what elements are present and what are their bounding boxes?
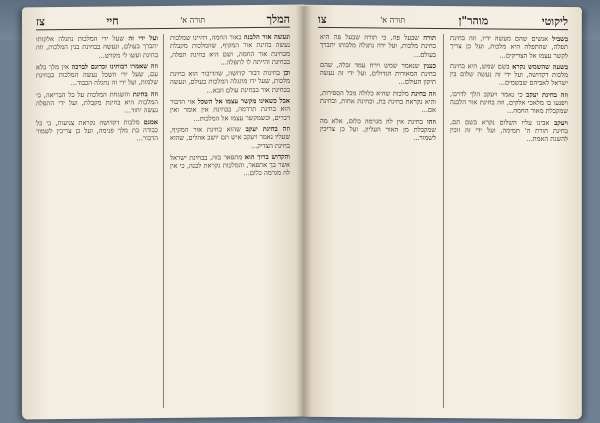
left-column-divider: [163, 34, 164, 408]
left-page-column-left: [36, 34, 158, 409]
paragraph: [36, 62, 158, 88]
paragraph: [450, 118, 568, 144]
paragraph-lead: ועל ידי זה: [128, 34, 158, 43]
right-page-header-title-main: מוהר"ן: [458, 13, 489, 27]
paragraph-lead: בשביל: [552, 34, 568, 44]
paragraph: [170, 125, 290, 151]
right-page-number: צו: [318, 12, 327, 26]
left-page-column-right: [170, 33, 290, 408]
paragraph-text: אין מלך בלא עם, שעל ידי השכל נעשה המלכות בבחינת שלמות, ועל ידי זה נתגלה הכבוד...: [36, 62, 158, 88]
paragraph-lead: תורה: [423, 33, 436, 42]
paragraph-lead: וזהו: [426, 117, 436, 126]
paragraph-lead: והקדוש ברוך הוא: [244, 152, 290, 162]
paragraph: [450, 90, 568, 116]
right-column-divider: [443, 34, 444, 408]
paragraph-text: כי נאמר ויעקב הלך לדרכו, ויפגעו בו מלאכי אלקים, וזה בחינת אור הלבנה שמקבלת מאור החמה...: [450, 89, 568, 116]
paragraph: [450, 34, 568, 60]
paragraph-text: שבעל פה, כי תורה שבעל פה היא בחינת מלכות, ועל ידה נתגלה מלכותו יתברך בעולם...: [320, 32, 436, 59]
paragraph: [320, 33, 436, 59]
paragraph-text: שהוא בחינת אור המקיף, שעליו נאמר ויעקב איש תם יושב אהלים, שהוא בחינת הצדיק...: [170, 125, 290, 150]
paragraph-lead: וזה בחינת יעקב: [245, 124, 290, 134]
paragraph-lead: וזה בחינת יעקב: [526, 90, 568, 99]
right-page-column-left: [320, 33, 436, 408]
paragraph-lead: אמנם: [143, 117, 158, 126]
paragraph-lead: בשעה שהשמש נקרא: [512, 62, 568, 71]
paragraph-lead: ויעקב: [554, 118, 568, 127]
paragraph: [170, 97, 290, 123]
paragraph-lead: ונעשה אור הלבנה: [243, 32, 290, 42]
paragraph: [36, 34, 158, 60]
paragraph: [36, 118, 158, 144]
paragraph: [36, 90, 158, 116]
paragraph-lead: וזה בחינת: [411, 89, 436, 98]
open-book: [22, 6, 582, 420]
paragraph-text: כאור החמה, דהיינו שמלכות נעשה בחינת אור המקיף, שהמלכות מקבלת מבחינת אור החמה, ושם היא בחינת תפלה, בבחינת והייתה לו לתפלה...: [170, 33, 290, 67]
right-page: [304, 5, 582, 419]
paragraph-lead: אבל כשאינו מקשר עצמו אל השכל: [197, 96, 290, 106]
paragraph-text: בשם שמש, היא בחינת מלכות דקדושה, ועל ידי זה נעשה שלום בין ישראל לאביהם שבשמים...: [450, 61, 568, 88]
paragraph-text: בחינות דבור קדושה, שהדיבור הוא בחינת מלכות, שעל ידו מתגלה המלכות בעולם, ונעשה בבחינת אור בבחינת עולם הבא...: [170, 68, 290, 95]
paragraph-text: מלכות שהיא כלולה מכל הספירות, והיא נקראת בחינת בת, ובחינת אחות, ובחינת אם...: [320, 88, 436, 115]
left-page-header-title-main: חיי: [106, 13, 119, 28]
paragraph-text: מתפאר בזה, בבחינת ישראל אשר בך אתפאר, והמלכות נקראת לבנה, כי אין לה מגרמה כלום...: [170, 153, 290, 178]
paragraph: [450, 62, 568, 88]
paragraph-lead: כענין: [423, 61, 436, 70]
paragraph: [170, 33, 290, 67]
paragraph-lead: וזה שאמרו רבותינו זכרונם לברכה: [71, 61, 158, 71]
paragraph-text: אנשים שהם מעשה ידיו, וזה בחינת תפלה, שהתפלה היא מלכות, ועל כן צריך לקשר עצמו אל הצדיקים...: [450, 34, 568, 60]
paragraph-text: אבינו עליו השלום נקרא בשם תם, בחינת תורת ה' תמימה, ועל ידי זה זוכין להשגת האמת...: [450, 117, 568, 144]
right-page-column-right: [450, 34, 568, 409]
page-edges: [580, 13, 582, 417]
right-page-header-section: תורה א': [380, 14, 406, 25]
paragraph-text: שנאמר שמש וירח עמד זבלה, שהם בחינת המאורות הגדולים, ועל ידי זה נעשה תיקון העולם...: [320, 60, 436, 87]
paragraph-text: והשגחת המלכות על כל הבריאה, כי המלכות היא בחינת מקבלת, ועל ידי התפלה נעשה יחוד...: [36, 90, 158, 115]
paragraph-text: מלכות דקדושה נקראת צניעות, כי כל כבודה בת מלך פנימה, ועל כן צריכין לשמור הדבור...: [36, 117, 158, 143]
paragraph-lead: וזה בחינת: [132, 89, 158, 99]
left-page-header-title: המלך: [266, 12, 290, 26]
paragraph: [320, 89, 436, 115]
paragraph: [320, 117, 436, 143]
paragraph-text: שעל ידי המלכות נתגלה אלקותו יתברך בעולם, ונעשה בבחינת בנין המלכות, וזה בחינת ועשו לי מקדש...: [36, 34, 158, 60]
left-page: [22, 5, 304, 420]
paragraph: [170, 69, 290, 95]
left-page-number: צז: [36, 14, 45, 28]
paragraph-lead: וכן: [283, 68, 290, 77]
paragraph: [320, 61, 436, 87]
left-page-header-section: תורה א': [180, 15, 206, 25]
paragraph-text: בחינת אין לה מגרמה כלום, אלא מה שמקבלת מן האור העליון, ועל כן צריכין לשמור...: [320, 116, 436, 143]
right-page-header-title: ליקוטי: [541, 14, 568, 28]
paragraph: [170, 153, 290, 179]
paragraph-text: אזי הדבור הוא בחינת תרדמה, בבחינת אין אומר ואין דברים, וכשמקשר עצמו אל המלכות...: [170, 97, 290, 123]
